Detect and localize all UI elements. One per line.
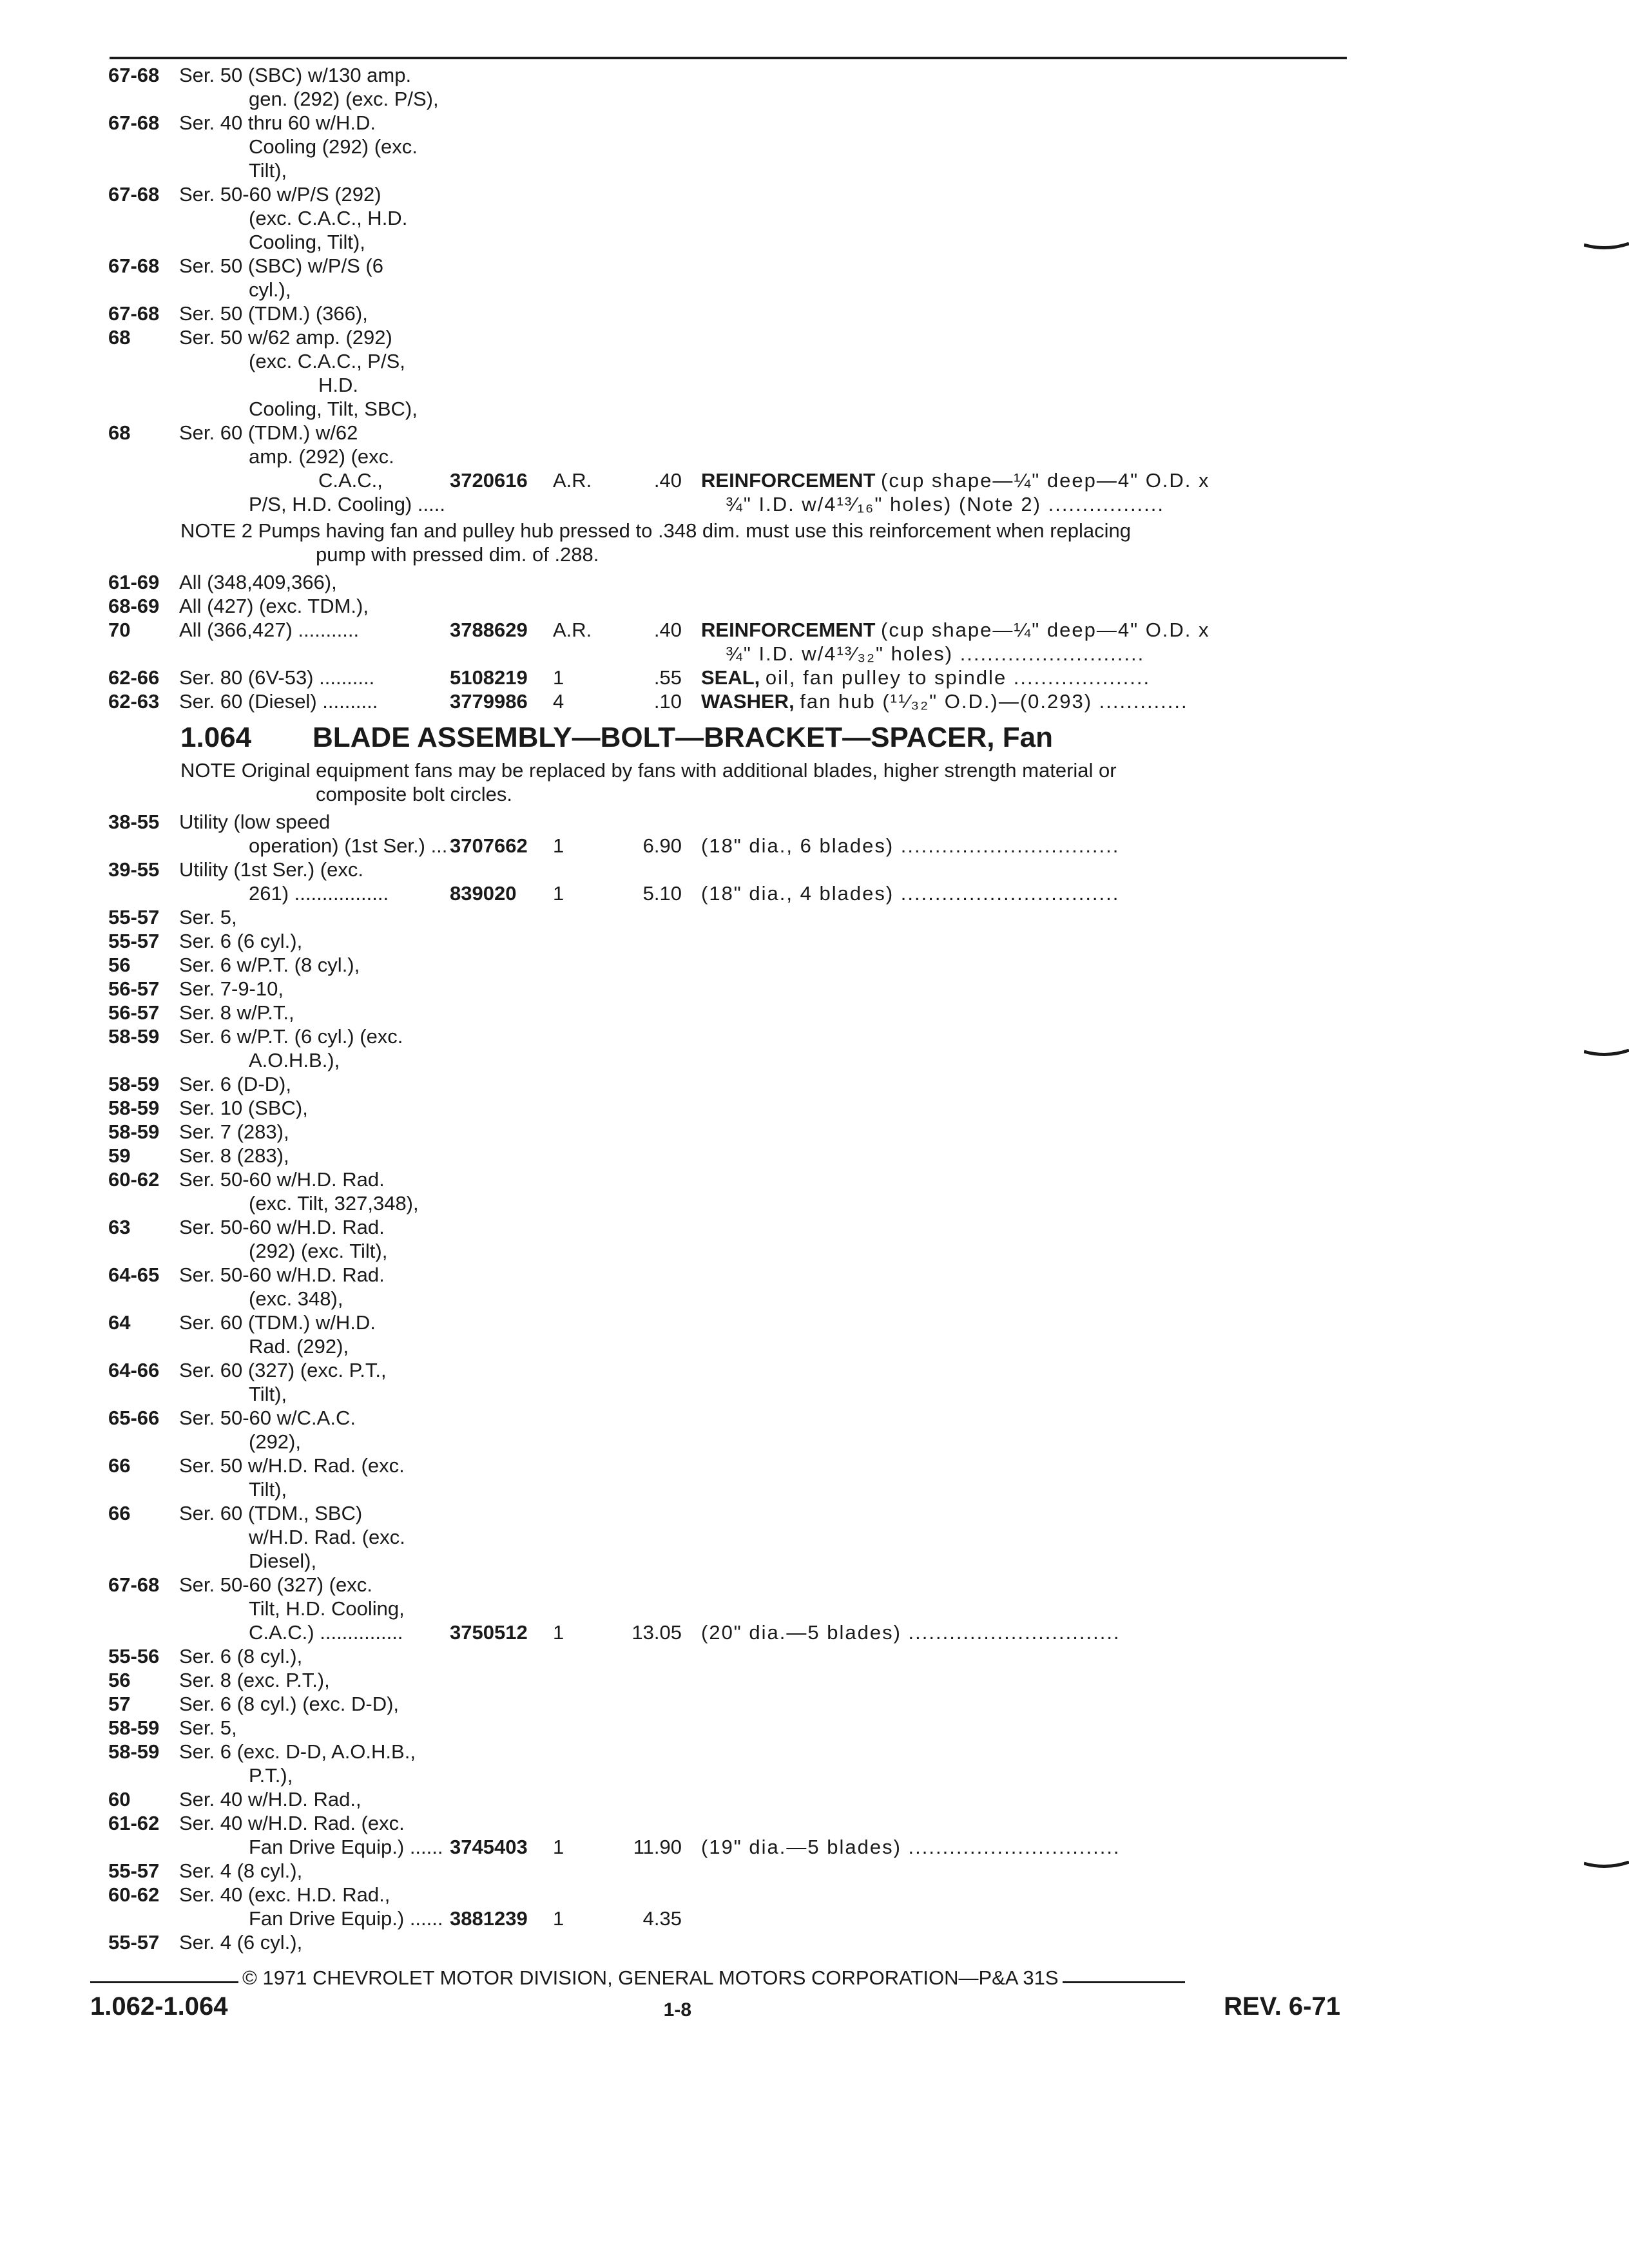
application xyxy=(179,254,450,302)
application-line: (exc. 348), xyxy=(249,1287,343,1310)
description xyxy=(701,1835,1345,1859)
price: 13.05 xyxy=(631,1621,682,1644)
model-year: 61-62 xyxy=(108,1812,160,1834)
application-line: gen. (292) (exc. P/S), xyxy=(249,88,439,110)
table-row xyxy=(108,1072,1345,1096)
table-row xyxy=(108,1859,1345,1883)
application xyxy=(179,1811,450,1859)
application-line: Fan Drive Equip.) ...... xyxy=(249,1836,443,1858)
quantity: 1 xyxy=(553,666,564,689)
model-year: 60-62 xyxy=(108,1883,160,1906)
application xyxy=(179,421,450,516)
footer-rule-right xyxy=(1063,1981,1185,1983)
model-year: 68 xyxy=(108,326,131,349)
model-year: 64-65 xyxy=(108,1264,160,1286)
model-year: 58-59 xyxy=(108,1120,160,1143)
description xyxy=(701,666,1345,689)
entries-section-c xyxy=(108,810,1345,1954)
description xyxy=(701,1620,1345,1644)
table-row xyxy=(108,689,1345,713)
model-year: 62-63 xyxy=(108,690,160,713)
application-line: Ser. 6 (D-D), xyxy=(179,1073,291,1095)
model-year: 58-59 xyxy=(108,1073,160,1095)
application-line: (292), xyxy=(249,1430,301,1453)
application-line: (292) (exc. Tilt), xyxy=(249,1240,388,1262)
model-year: 39-55 xyxy=(108,858,160,881)
table-row xyxy=(108,421,1345,516)
model-year: 65-66 xyxy=(108,1407,160,1429)
note-fans-line: composite bolt circles. xyxy=(316,783,512,805)
application-line: Ser. 40 w/H.D. Rad. (exc. xyxy=(179,1812,405,1834)
table-row xyxy=(108,858,1345,905)
section-title: BLADE ASSEMBLY—BOLT—BRACKET—SPACER, Fan xyxy=(313,722,1053,753)
application-line: Ser. 7-9-10, xyxy=(179,977,284,1000)
parts-catalog-page xyxy=(108,63,1345,1954)
application xyxy=(179,570,450,594)
model-year: 59 xyxy=(108,1144,131,1167)
description-text: (20" dia.—5 blades) ............................... xyxy=(701,1621,1121,1644)
model-year: 70 xyxy=(108,619,131,641)
application-line: Ser. 40 (exc. H.D. Rad., xyxy=(179,1883,390,1906)
table-row xyxy=(108,594,1345,618)
model-year: 61-69 xyxy=(108,571,160,593)
application xyxy=(179,1716,450,1740)
table-row xyxy=(108,1001,1345,1024)
footer-section-range: 1.062-1.064 xyxy=(90,1992,228,2021)
note-2 xyxy=(108,519,1345,566)
table-row xyxy=(108,977,1345,1001)
part-number: 3707662 xyxy=(450,834,528,857)
application-line: Ser. 6 (8 cyl.), xyxy=(179,1645,303,1667)
application xyxy=(179,1859,450,1883)
model-year: 56 xyxy=(108,954,131,976)
model-year: 58-59 xyxy=(108,1716,160,1739)
note-fans-line: NOTE Original equipment fans may be replaced by fans with additional blades, higher strength material or xyxy=(180,759,1117,782)
footer-copyright-line xyxy=(90,1966,1340,1990)
description-line xyxy=(701,492,1345,516)
part-number: 5108219 xyxy=(450,666,528,689)
application-line: cyl.), xyxy=(249,278,291,301)
application xyxy=(179,182,450,254)
application-line: Ser. 6 (exc. D-D, A.O.H.B., xyxy=(179,1740,416,1763)
application-line: Ser. 50-60 (327) (exc. xyxy=(179,1573,372,1596)
application-line: Ser. 50-60 w/H.D. Rad. xyxy=(179,1168,385,1191)
quantity: A.R. xyxy=(553,619,592,641)
model-year: 55-57 xyxy=(108,906,160,928)
table-row xyxy=(108,618,1345,666)
application-line: Ser. 10 (SBC), xyxy=(179,1097,308,1119)
application-line: Utility (low speed xyxy=(179,811,331,833)
table-row xyxy=(108,570,1345,594)
application xyxy=(179,1883,450,1930)
description-text: (19" dia.—5 blades) ............................... xyxy=(701,1836,1121,1858)
table-row xyxy=(108,1501,1345,1573)
application-line: All (427) (exc. TDM.), xyxy=(179,595,369,617)
note-2-line: pump with pressed dim. of .288. xyxy=(316,543,599,566)
application xyxy=(179,302,450,325)
section-number: 1.064 xyxy=(180,722,252,753)
table-row xyxy=(108,111,1345,182)
application xyxy=(179,1501,450,1573)
application-line: Ser. 4 (6 cyl.), xyxy=(179,1931,303,1954)
page-footer xyxy=(90,1966,1340,2021)
application xyxy=(179,977,450,1001)
application-line: Cooling, Tilt, SBC), xyxy=(249,398,418,420)
description xyxy=(701,618,1345,666)
table-row xyxy=(108,254,1345,302)
application xyxy=(179,1263,450,1311)
description-line xyxy=(701,468,1345,492)
quantity: 1 xyxy=(553,1621,564,1644)
description-line xyxy=(701,881,1345,905)
application xyxy=(179,325,450,421)
application xyxy=(179,1644,450,1668)
application xyxy=(179,929,450,953)
binding-mark xyxy=(1584,242,1629,251)
table-row xyxy=(108,325,1345,421)
model-year: 68 xyxy=(108,421,131,444)
footer-rule-left xyxy=(90,1981,238,1983)
model-year: 67-68 xyxy=(108,183,160,206)
part-name: REINFORCEMENT xyxy=(701,619,876,641)
price: 11.90 xyxy=(633,1836,682,1858)
application-line: C.A.C.) ............... xyxy=(249,1621,403,1644)
table-row xyxy=(108,1930,1345,1954)
description-line xyxy=(701,642,1345,666)
application-line: Ser. 50-60 w/C.A.C. xyxy=(179,1407,356,1429)
model-year: 58-59 xyxy=(108,1097,160,1119)
model-year: 64-66 xyxy=(108,1359,160,1381)
table-row xyxy=(108,1740,1345,1787)
section-heading xyxy=(180,720,1345,756)
top-rule xyxy=(110,57,1347,59)
table-row xyxy=(108,1406,1345,1454)
footer-page-number: 1-8 xyxy=(663,1999,691,2021)
model-year: 56 xyxy=(108,1669,131,1691)
application-line: Ser. 6 w/P.T. (8 cyl.), xyxy=(179,954,360,976)
application-line: Ser. 50 (SBC) w/130 amp. xyxy=(179,64,412,86)
description xyxy=(701,468,1345,516)
application-line: Ser. 7 (283), xyxy=(179,1120,289,1143)
binding-mark xyxy=(1584,1049,1629,1058)
note-2-line: NOTE 2 Pumps having fan and pulley hub pressed to .348 dim. must use this reinforcement when replacing xyxy=(180,519,1132,542)
part-number: 3745403 xyxy=(450,1836,528,1858)
application xyxy=(179,1215,450,1263)
table-row xyxy=(108,810,1345,858)
model-year: 68-69 xyxy=(108,595,160,617)
table-row xyxy=(108,1120,1345,1144)
footer-copyright: © 1971 CHEVROLET MOTOR DIVISION, GENERAL MOTORS CORPORATION—P&A 31S xyxy=(242,1966,1059,1989)
application-line: Ser. 60 (327) (exc. P.T., xyxy=(179,1359,387,1381)
description-text: (cup shape—¼" deep—4" O.D. x xyxy=(881,469,1210,492)
application-line: Ser. 50 w/H.D. Rad. (exc. xyxy=(179,1454,405,1477)
model-year: 55-56 xyxy=(108,1645,160,1667)
description-line xyxy=(701,1835,1345,1859)
model-year: 62-66 xyxy=(108,666,160,689)
price: 4.35 xyxy=(642,1907,682,1930)
description-text: fan hub (¹¹⁄₃₂" O.D.)—(0.293) ............. xyxy=(800,690,1188,713)
application-line: Ser. 60 (TDM., SBC) xyxy=(179,1502,363,1524)
application-line: Ser. 50 (SBC) w/P/S (6 xyxy=(179,255,383,277)
table-row xyxy=(108,666,1345,689)
application-line: Ser. 8 (exc. P.T.), xyxy=(179,1669,330,1691)
table-row xyxy=(108,953,1345,977)
application-line: Ser. 6 w/P.T. (6 cyl.) (exc. xyxy=(179,1025,403,1048)
model-year: 67-68 xyxy=(108,111,160,134)
table-row xyxy=(108,1787,1345,1811)
table-row xyxy=(108,1168,1345,1215)
application-line: Ser. 50 (TDM.) (366), xyxy=(179,302,368,325)
description xyxy=(701,834,1345,858)
application xyxy=(179,1930,450,1954)
application xyxy=(179,1001,450,1024)
table-row xyxy=(108,182,1345,254)
quantity: A.R. xyxy=(553,469,592,492)
footer-bottom xyxy=(90,1992,1340,2021)
application-line: Cooling, Tilt), xyxy=(249,231,365,253)
application-line: Ser. 8 w/P.T., xyxy=(179,1001,294,1024)
application-line: Tilt), xyxy=(249,159,287,182)
description-line xyxy=(701,666,1345,689)
application xyxy=(179,1740,450,1787)
application-line: amp. (292) (exc. C.A.C., xyxy=(249,445,394,492)
application xyxy=(179,1454,450,1501)
footer-revision: REV. 6-71 xyxy=(1224,1992,1340,2021)
price: .55 xyxy=(653,666,682,689)
application-line: Ser. 50-60 w/P/S (292) xyxy=(179,183,381,206)
quantity: 4 xyxy=(553,690,564,713)
application-line: Ser. 60 (TDM.) w/H.D. xyxy=(179,1311,376,1334)
application xyxy=(179,666,450,689)
table-row xyxy=(108,905,1345,929)
description-line xyxy=(701,618,1345,642)
table-row xyxy=(108,1311,1345,1358)
price: .10 xyxy=(653,690,682,713)
model-year: 66 xyxy=(108,1502,131,1524)
part-number: 3720616 xyxy=(450,469,528,492)
application-line: Diesel), xyxy=(249,1550,317,1572)
part-number: 3750512 xyxy=(450,1621,528,1644)
application-line: Ser. 60 (Diesel) .......... xyxy=(179,690,378,713)
application-line: P.T.), xyxy=(249,1764,293,1787)
description-line xyxy=(701,834,1345,858)
application-line: w/H.D. Rad. (exc. xyxy=(249,1526,405,1548)
application-line: Ser. 5, xyxy=(179,906,237,928)
application-line: Ser. 5, xyxy=(179,1716,237,1739)
part-name: SEAL, xyxy=(701,666,760,689)
quantity: 1 xyxy=(553,1836,564,1858)
application-line: operation) (1st Ser.) ... xyxy=(249,834,448,857)
table-row xyxy=(108,1573,1345,1644)
application xyxy=(179,1573,450,1644)
application xyxy=(179,1024,450,1072)
entries-section-b xyxy=(108,570,1345,713)
table-row xyxy=(108,1215,1345,1263)
application xyxy=(179,63,450,111)
price: 6.90 xyxy=(642,834,682,857)
part-number: 839020 xyxy=(450,882,517,905)
model-year: 55-57 xyxy=(108,930,160,952)
model-year: 67-68 xyxy=(108,1573,160,1596)
application-line: 261) ................. xyxy=(249,882,389,905)
table-row xyxy=(108,929,1345,953)
application-line: Tilt, H.D. Cooling, xyxy=(249,1597,405,1620)
application-line: Fan Drive Equip.) ...... xyxy=(249,1907,443,1930)
application xyxy=(179,1144,450,1168)
part-number: 3779986 xyxy=(450,690,528,713)
quantity: 1 xyxy=(553,882,564,905)
table-row xyxy=(108,1144,1345,1168)
table-row xyxy=(108,302,1345,325)
application-line: Ser. 50 w/62 amp. (292) xyxy=(179,326,392,349)
application-line: Ser. 40 w/H.D. Rad., xyxy=(179,1788,361,1811)
model-year: 67-68 xyxy=(108,255,160,277)
quantity: 1 xyxy=(553,834,564,857)
application-line: Ser. 80 (6V-53) .......... xyxy=(179,666,375,689)
application-line: Ser. 50-60 w/H.D. Rad. xyxy=(179,1264,385,1286)
note-fans xyxy=(108,758,1345,806)
application xyxy=(179,111,450,182)
model-year: 58-59 xyxy=(108,1025,160,1048)
model-year: 60 xyxy=(108,1788,131,1811)
description-line xyxy=(701,689,1345,713)
table-row xyxy=(108,1692,1345,1716)
description-line xyxy=(701,1620,1345,1644)
table-row xyxy=(108,63,1345,111)
application xyxy=(179,1120,450,1144)
table-row xyxy=(108,1716,1345,1740)
application-line: All (348,409,366), xyxy=(179,571,337,593)
description-text: oil, fan pulley to spindle .................... xyxy=(765,666,1151,689)
application xyxy=(179,953,450,977)
model-year: 66 xyxy=(108,1454,131,1477)
model-year: 67-68 xyxy=(108,64,160,86)
table-row xyxy=(108,1668,1345,1692)
quantity: 1 xyxy=(553,1907,564,1930)
model-year: 56-57 xyxy=(108,977,160,1000)
application-line: (exc. Tilt, 327,348), xyxy=(249,1192,419,1215)
application-line: A.O.H.B.), xyxy=(249,1049,340,1072)
model-year: 58-59 xyxy=(108,1740,160,1763)
model-year: 38-55 xyxy=(108,811,160,833)
application-line: Ser. 50-60 w/H.D. Rad. xyxy=(179,1216,385,1238)
application xyxy=(179,858,450,905)
part-number: 3788629 xyxy=(450,619,528,641)
application-line: Ser. 6 (8 cyl.) (exc. D-D), xyxy=(179,1693,400,1715)
application-line: Rad. (292), xyxy=(249,1335,349,1358)
application-line: (exc. C.A.C., H.D. xyxy=(249,207,408,229)
table-row xyxy=(108,1454,1345,1501)
application xyxy=(179,618,450,642)
table-row xyxy=(108,1811,1345,1859)
price: .40 xyxy=(653,619,682,641)
table-row xyxy=(108,1644,1345,1668)
application xyxy=(179,1787,450,1811)
application xyxy=(179,1406,450,1454)
price: 5.10 xyxy=(642,882,682,905)
description-text: ¾" I.D. w/4¹³⁄₃₂" holes) ........................... xyxy=(726,642,1145,665)
application xyxy=(179,1096,450,1120)
entries-section-a xyxy=(108,63,1345,516)
table-row xyxy=(108,1024,1345,1072)
application-line: Tilt), xyxy=(249,1383,287,1405)
table-row xyxy=(108,1263,1345,1311)
application xyxy=(179,810,450,858)
description-text: (18" dia., 4 blades) ................................ xyxy=(701,882,1120,905)
application-line: All (366,427) ........... xyxy=(179,619,360,641)
application xyxy=(179,1668,450,1692)
part-name: WASHER, xyxy=(701,690,795,713)
model-year: 56-57 xyxy=(108,1001,160,1024)
description-text: ¾" I.D. w/4¹³⁄₁₆" holes) (Note 2) ................. xyxy=(726,493,1165,515)
application xyxy=(179,1168,450,1215)
table-row xyxy=(108,1096,1345,1120)
model-year: 55-57 xyxy=(108,1931,160,1954)
description xyxy=(701,689,1345,713)
binding-mark xyxy=(1584,1861,1629,1870)
application xyxy=(179,905,450,929)
application-line: P/S, H.D. Cooling) ..... xyxy=(249,493,445,515)
part-number: 3881239 xyxy=(450,1907,528,1930)
application-line: Ser. 6 (6 cyl.), xyxy=(179,930,303,952)
model-year: 67-68 xyxy=(108,302,160,325)
description-text: (18" dia., 6 blades) ................................ xyxy=(701,834,1120,857)
table-row xyxy=(108,1883,1345,1930)
model-year: 55-57 xyxy=(108,1860,160,1882)
price: .40 xyxy=(653,469,682,492)
model-year: 60-62 xyxy=(108,1168,160,1191)
application xyxy=(179,1072,450,1096)
application-line: Ser. 40 thru 60 w/H.D. xyxy=(179,111,376,134)
description-text: (cup shape—¼" deep—4" O.D. x xyxy=(881,619,1210,641)
application-line: Ser. 8 (283), xyxy=(179,1144,289,1167)
application-line: Utility (1st Ser.) (exc. xyxy=(179,858,363,881)
application xyxy=(179,1311,450,1358)
model-year: 57 xyxy=(108,1693,131,1715)
application xyxy=(179,1692,450,1716)
application-line: Ser. 4 (8 cyl.), xyxy=(179,1860,303,1882)
application-line: (exc. C.A.C., P/S, H.D. xyxy=(249,350,405,396)
application-line: Ser. 60 (TDM.) w/62 xyxy=(179,421,358,444)
description xyxy=(701,881,1345,905)
application-line: Cooling (292) (exc. xyxy=(249,135,418,158)
application xyxy=(179,594,450,618)
model-year: 63 xyxy=(108,1216,131,1238)
table-row xyxy=(108,1358,1345,1406)
application xyxy=(179,1358,450,1406)
application xyxy=(179,689,450,713)
application-line: Tilt), xyxy=(249,1478,287,1501)
model-year: 64 xyxy=(108,1311,131,1334)
part-name: REINFORCEMENT xyxy=(701,469,876,492)
